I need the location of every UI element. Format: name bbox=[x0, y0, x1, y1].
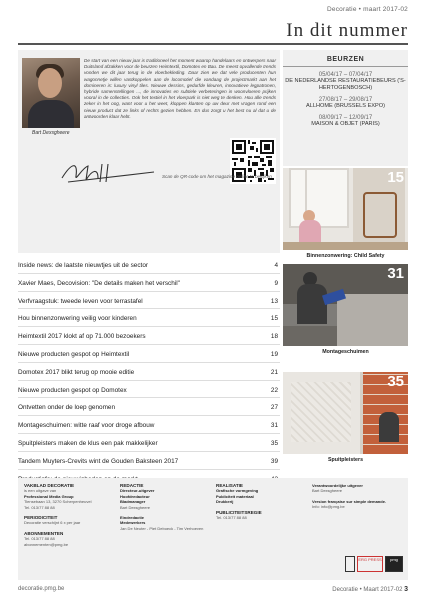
colophon-heading: REALISATIE bbox=[216, 483, 243, 488]
toc-row[interactable] bbox=[18, 327, 280, 345]
toc-title: Ontvetten onder de loep genomen bbox=[18, 404, 115, 412]
colophon-line: Eindredactie bbox=[120, 515, 145, 521]
toc-title: Tandem Muyters-Crevits wint de Gouden Baksteen 2017 bbox=[18, 457, 179, 465]
editorial-text: De start van een nieuw jaar is traditioneel het moment waarop handelaars en ontwerpers naar Duitsland afzakken voor de beurzen Heimtextil, Domotex en Bau. De meest opvallende trends vonden we dit jaar terug in de vloerbekleding. Daar zien we dat vele producenten hun wagonnetje willen vastkoppelen aan de locomotief die vandaag de projectmarkt aan het domineren is: luxury vinyl tiles. Nieuwe dessins, gedurfde kleuren, innovatieve legpatronen, hybride samenstellingen ..., de innovaties en subtiele verbeteringen in woonvloeren prijken vooral in de collecties. Ook het textiel in het vloerpark is niet weg te denken. Hou alle trends zeker in het oog, want voor u het weet, kloppen klanten op uw deur met vragen rond een nieuw product dat ze links of rechts gezien hebben. En dus zorgt u het best nu al dat u de antwoorden klaar hebt. bbox=[84, 58, 276, 119]
colophon-responsible bbox=[312, 483, 404, 510]
toc-title: Inside news: de laatste nieuwtjes uit de sector bbox=[18, 262, 149, 269]
toc-row[interactable] bbox=[18, 434, 280, 452]
colophon-heading: VAKBLAD DECORATIE bbox=[24, 483, 75, 488]
toc-title: Nieuwe producten gespot op Domotex bbox=[18, 386, 127, 394]
colophon-editorial bbox=[120, 483, 212, 531]
table-of-contents bbox=[18, 256, 280, 487]
colophon-line: is een uitgave van bbox=[24, 488, 57, 494]
fair-dates: 08/09/17 – 12/09/17 bbox=[318, 115, 373, 121]
toc-page: 4 bbox=[274, 262, 278, 269]
fair-name: DE NEDERLANDSE RESTAURATIEBEURS ('S-HERTOGENBOSCH) bbox=[285, 78, 406, 91]
toc-title: Verfvraagstuk: tweede leven voor terrastafel bbox=[18, 297, 143, 305]
colophon-line: Hoofdredacteur bbox=[120, 493, 150, 499]
photo-caption: Bart Dexsgheere bbox=[32, 130, 70, 136]
fair-dates: 27/08/17 – 29/08/17 bbox=[318, 97, 373, 103]
colophon-line: Drukkerij bbox=[216, 499, 234, 505]
side-feature-15[interactable] bbox=[283, 168, 408, 262]
feature-caption: Spuitpleisters bbox=[327, 457, 364, 463]
page-badge: 31 bbox=[387, 265, 404, 282]
toc-row[interactable] bbox=[18, 309, 280, 327]
colophon-line: Bart Dexsgheere bbox=[312, 488, 343, 494]
colophon-heading: ABONNEMENTEN bbox=[24, 530, 64, 536]
toc-row[interactable] bbox=[18, 256, 280, 274]
colophon-line: Professional Media Group bbox=[24, 493, 74, 499]
issue-label: Decoratie • maart 2017-02 bbox=[327, 6, 408, 13]
fair-name: ALLHOME (BRUSSELS EXPO) bbox=[306, 103, 385, 109]
erg-press-logo: ERG PRESS bbox=[357, 556, 383, 572]
signature bbox=[58, 158, 158, 186]
colophon-line: Directeur-uitgever bbox=[120, 488, 155, 494]
colophon-heading: REDACTIE bbox=[120, 483, 144, 488]
side-feature-35[interactable] bbox=[283, 372, 408, 466]
colophon-line: abonnementen@pmg.be bbox=[24, 541, 69, 547]
toc-row[interactable] bbox=[18, 363, 280, 381]
colophon-publisher bbox=[24, 483, 116, 547]
toc-page: 19 bbox=[270, 350, 278, 358]
colophon-line: Tel. 013/77 88 88 bbox=[216, 515, 247, 521]
toc-row[interactable] bbox=[18, 416, 280, 434]
colophon-line: Bladmanager bbox=[120, 499, 146, 505]
header-divider bbox=[18, 43, 408, 45]
toc-page: 39 bbox=[270, 457, 278, 465]
toc-title: Spuitpleisters maken de klus een pak makkelijker bbox=[18, 439, 158, 447]
page-number: 3 bbox=[404, 586, 408, 593]
toc-row[interactable] bbox=[18, 292, 280, 310]
fairs-divider bbox=[283, 66, 408, 67]
toc-row[interactable] bbox=[18, 345, 280, 363]
page-footer bbox=[332, 586, 408, 593]
editor-photo bbox=[22, 58, 80, 128]
toc-row[interactable] bbox=[18, 452, 280, 470]
toc-row[interactable] bbox=[18, 274, 280, 292]
fair-item bbox=[283, 72, 408, 92]
side-feature-31[interactable] bbox=[283, 264, 408, 358]
toc-page: 27 bbox=[270, 404, 278, 412]
toc-row[interactable] bbox=[18, 381, 280, 399]
colophon-line: Grafische vormgeving bbox=[216, 488, 259, 494]
colophon-line: Tel. 013/77 88 88 bbox=[24, 536, 55, 542]
toc-page: 13 bbox=[270, 297, 278, 305]
toc-page: 35 bbox=[270, 439, 278, 447]
toc-page: 18 bbox=[270, 333, 278, 341]
colophon-line: Tiensebaan 13, 3270 Scherpenheuvel bbox=[24, 499, 92, 505]
colophon-line: Version française sur simple demande. bbox=[312, 498, 387, 504]
fair-dates: 05/04/17 – 07/04/17 bbox=[318, 72, 373, 78]
page-badge: 35 bbox=[387, 373, 404, 390]
toc-title: Domotex 2017 blikt terug op mooie editie bbox=[18, 368, 135, 376]
foam-photo bbox=[283, 264, 408, 346]
website-link[interactable]: decoratie.pmg.be bbox=[18, 586, 65, 592]
fairs-title: BEURZEN bbox=[326, 56, 365, 63]
fair-item bbox=[283, 115, 408, 128]
colophon-line: Verantwoordelijke uitgever bbox=[312, 483, 363, 488]
page-title: In dit nummer bbox=[286, 20, 408, 41]
pmg-logo: pmg bbox=[385, 556, 403, 572]
toc-page: 21 bbox=[270, 368, 278, 376]
colophon-line: Bart Dexsgheere bbox=[120, 504, 151, 510]
colophon-line: Tel. 013/77 88 88 bbox=[24, 504, 55, 510]
colophon-production bbox=[216, 483, 308, 520]
toc-title: Heimtextil 2017 klokt af op 71.000 bezoekers bbox=[18, 333, 146, 341]
colophon bbox=[18, 478, 408, 580]
fair-name: MAISON & OBJET (PARIS) bbox=[311, 121, 380, 127]
intro-box bbox=[18, 50, 280, 253]
colophon-heading: PUBLICITEITSREGIE bbox=[216, 509, 262, 515]
footer-issue: Decoratie • Maart 2017-02 bbox=[332, 587, 403, 593]
partner-logos bbox=[345, 556, 405, 572]
fsc-logo bbox=[345, 556, 355, 572]
colophon-line: Medewerkers bbox=[120, 520, 146, 526]
feature-caption: Binnenzonwering: Child Safety bbox=[306, 253, 385, 259]
toc-title: Nieuwe producten gespot op Heimtextil bbox=[18, 350, 130, 358]
colophon-line: Decoratie verschijnt 6 x per jaar bbox=[24, 520, 81, 526]
child-safety-photo bbox=[283, 168, 408, 250]
toc-page: 9 bbox=[274, 279, 278, 287]
toc-title: Montageschuimen: witte raaf voor droge afbouw bbox=[18, 422, 155, 430]
colophon-heading: PERIODICITEIT bbox=[24, 515, 58, 521]
toc-row[interactable] bbox=[18, 398, 280, 416]
toc-title: Xavier Maes, Decovision: "De details maken het verschil" bbox=[18, 279, 180, 287]
feature-caption: Montageschuimen bbox=[322, 349, 369, 355]
colophon-line: Jan De Neuter - Piet Deboeck - Tim Verhoeven bbox=[120, 525, 204, 531]
toc-title: Hou binnenzonwering veilig voor kinderen bbox=[18, 315, 137, 323]
toc-page: 15 bbox=[270, 315, 278, 323]
fairs-box bbox=[283, 50, 408, 166]
colophon-line: Publiciteit materiaal bbox=[216, 493, 254, 499]
fair-item bbox=[283, 97, 408, 110]
qr-caption: Scan de QR-code om het magazine online te bekijken bbox=[162, 174, 272, 179]
colophon-line: Info: info@pmg.be bbox=[312, 504, 345, 510]
toc-page: 22 bbox=[270, 386, 278, 394]
page-badge: 15 bbox=[387, 169, 404, 186]
plaster-photo bbox=[283, 372, 408, 454]
toc-page: 31 bbox=[270, 422, 278, 430]
